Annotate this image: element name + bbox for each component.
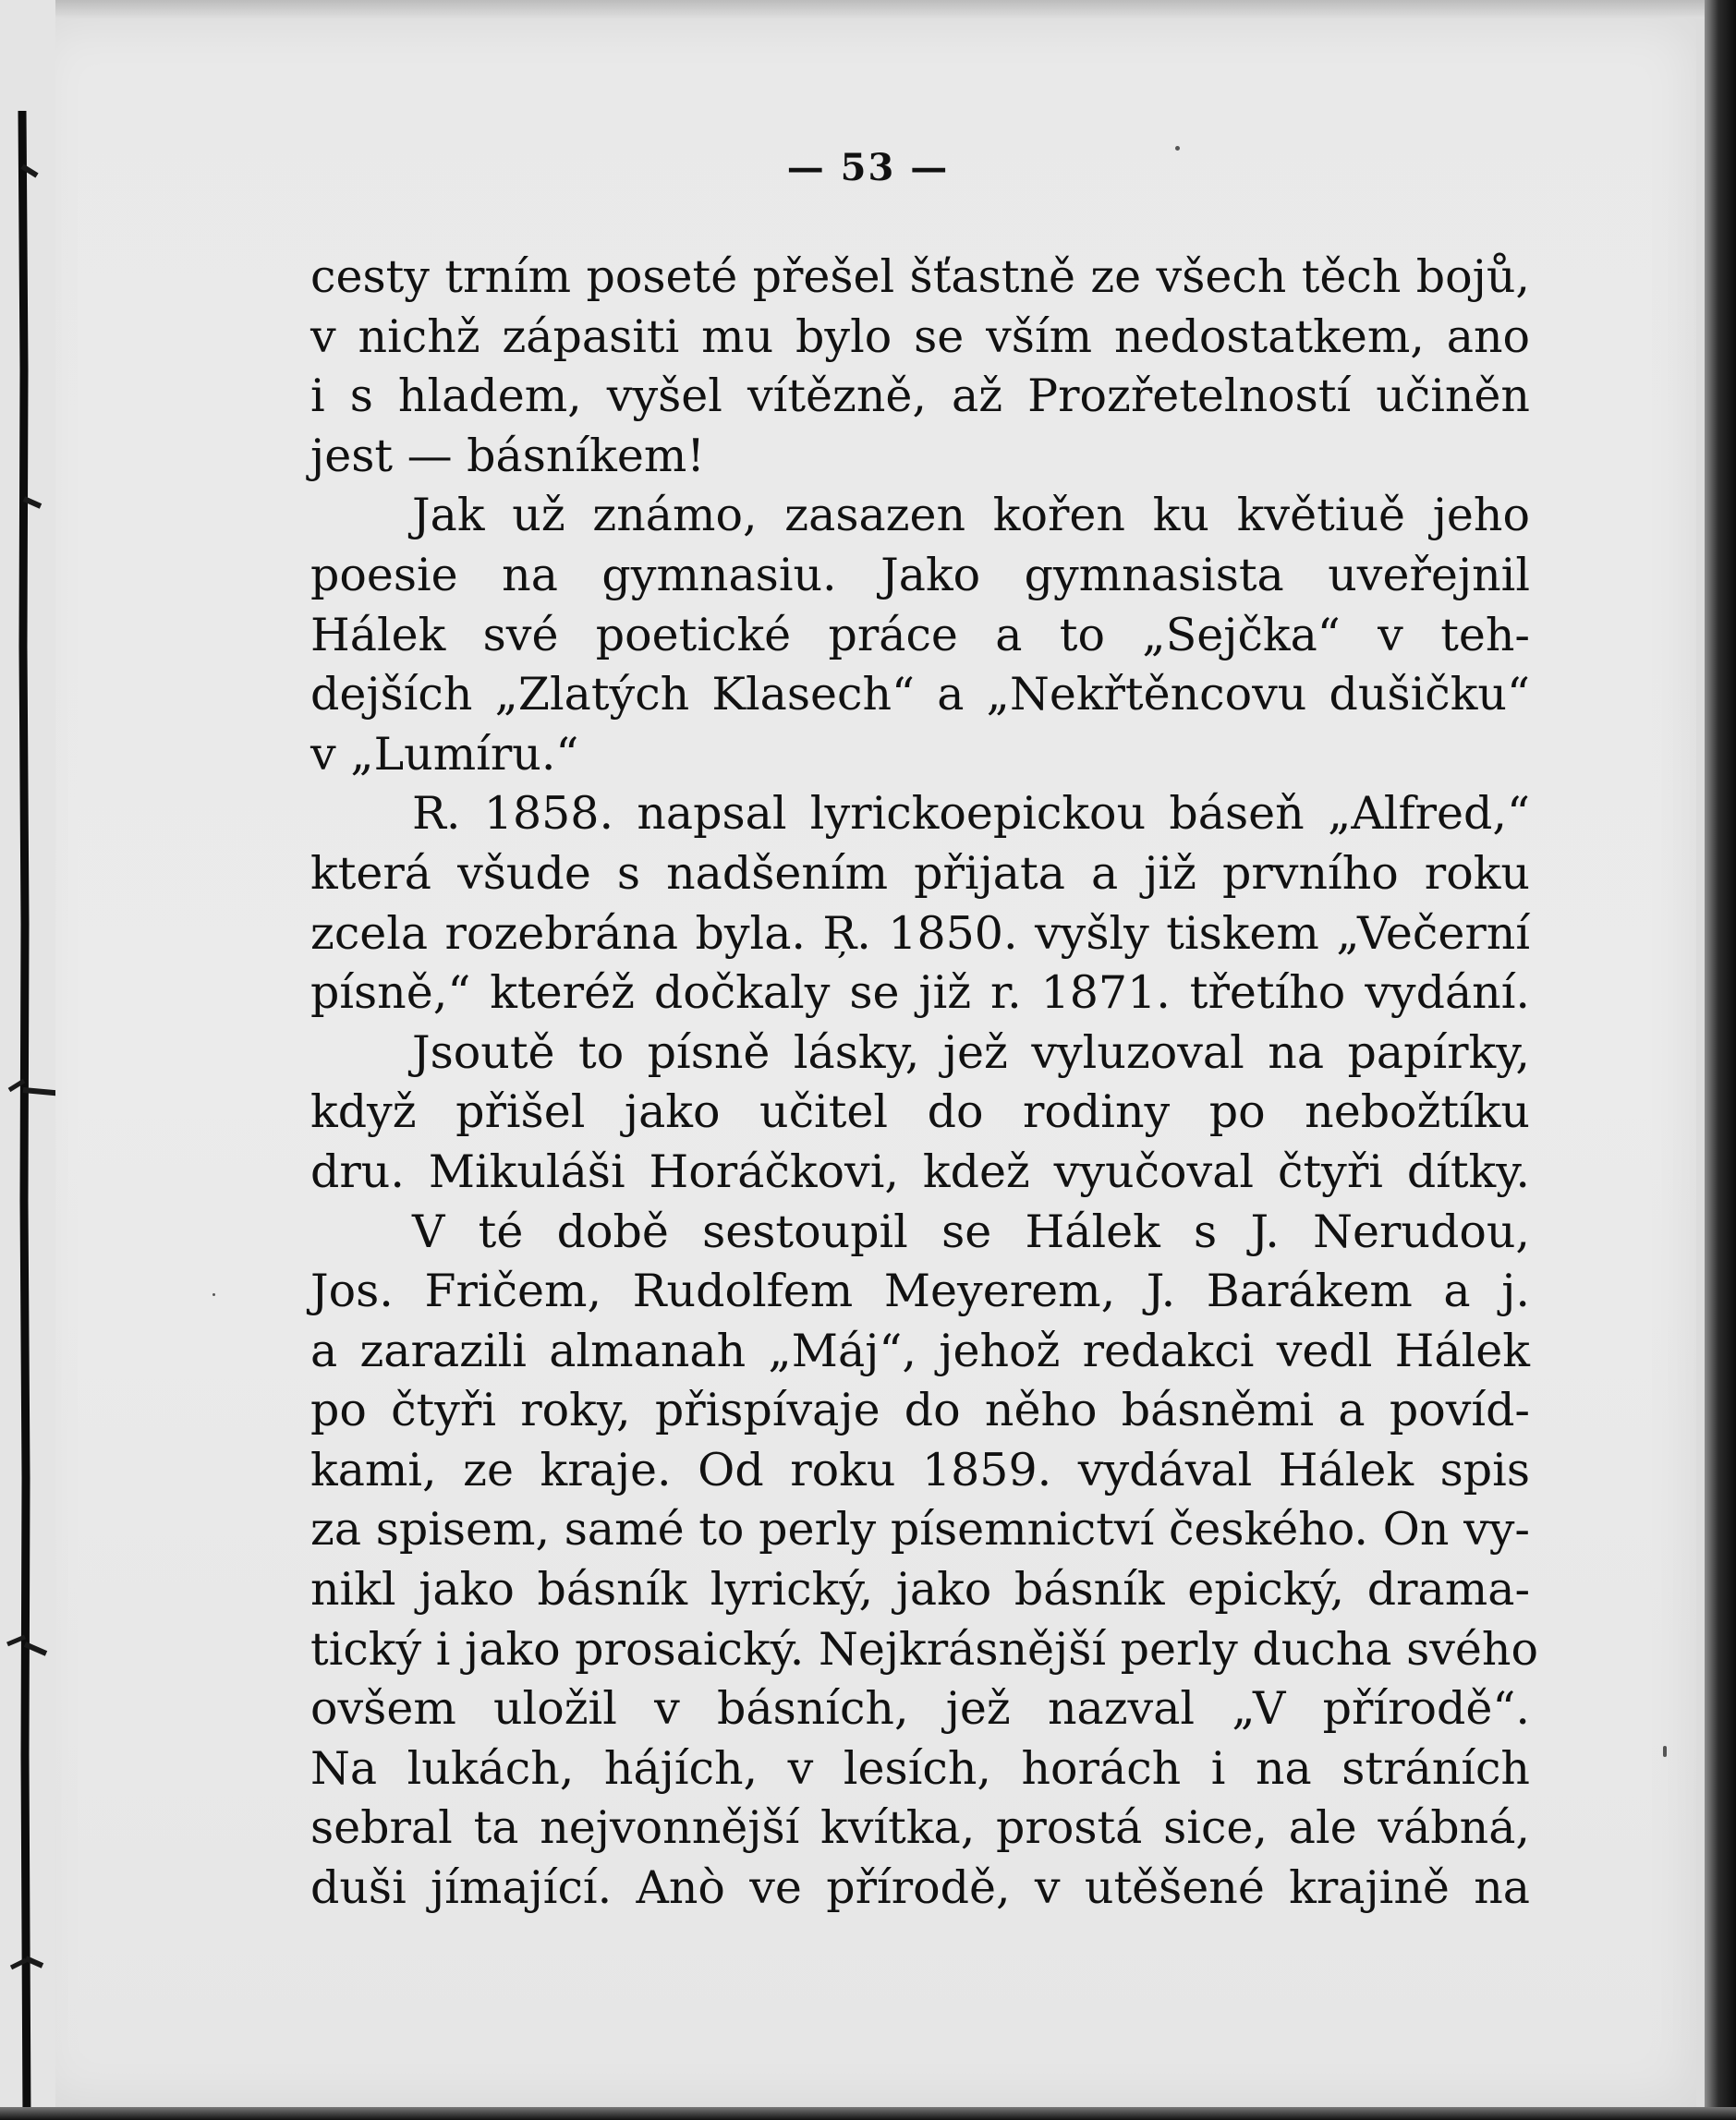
text-line: za spisem, samé to perly písemnictví českého. On vy- [310, 1503, 1530, 1557]
text-line: kami, ze kraje. Od roku 1859. vydával Hálek spis [310, 1443, 1530, 1496]
text-line: dejších „Zlatých Klasech“ a „Nekřtěncovu dušičku“ [310, 668, 1530, 721]
text-line: R. 1858. napsal lyrickoepickou báseň „Alfred,“ [412, 787, 1530, 841]
binding-thread-decoration [0, 0, 55, 2120]
page-number: — 53 — [786, 146, 950, 189]
text-line: nikl jako básník lyrický, jako básník epický, drama- [310, 1563, 1530, 1617]
paper-speck [1663, 1746, 1667, 1757]
text-line: která všude s nadšením přijata a již prvního roku [310, 846, 1530, 900]
text-line: Jsoutě to písně lásky, jež vyluzoval na papírky, [412, 1025, 1530, 1079]
text-line: sebral ta nejvonnější kvítka, prostá sice, ale vábná, [310, 1801, 1530, 1855]
paper-speck [1175, 146, 1180, 151]
text-line: dru. Mikuláši Horáčkovi, kdež vyučoval čtyři dítky. [310, 1145, 1530, 1198]
text-line: Na lukách, hájích, v lesích, horách i na stráních [310, 1741, 1530, 1795]
text-line: a zarazili almanah „Máj“, jehož redakci vedl Hálek [310, 1324, 1530, 1377]
text-line: jest — básníkem! [310, 429, 705, 482]
text-line: i s hladem, vyšel vítězně, až Prozřetelností učiněn [310, 369, 1530, 423]
text-line: v „Lumíru.“ [310, 727, 579, 781]
paper-speck [212, 1293, 215, 1296]
text-line: ovšem uložil v básních, jež nazval „V přírodě“. [310, 1682, 1530, 1736]
text-line: Jos. Fričem, Rudolfem Meyerem, J. Barákem a j. [310, 1265, 1530, 1318]
text-line: duši jímající. Anò ve přírodě, v utěšené krajině na [310, 1861, 1530, 1915]
text-line: Jak už známo, zasazen kořen ku květiuě jeho [412, 489, 1530, 542]
text-line: cesty trním poseté přešel šťastně ze všech těch bojů, [310, 250, 1530, 303]
text-line: písně,“ kteréž dočkaly se již r. 1871. třetího vydání. [310, 966, 1530, 1020]
scan-right-edge [1705, 0, 1736, 2120]
scan-bottom-edge [0, 2107, 1736, 2120]
text-line: tický i jako prosaický. Nejkrásnější perly ducha svého [310, 1622, 1538, 1676]
scan-top-edge [0, 0, 1736, 18]
text-line: když přišel jako učitel do rodiny po nebožtíku [310, 1085, 1530, 1139]
body-text [310, 248, 1538, 1919]
text-line: poesie na gymnasiu. Jako gymnasista uveřejnil [310, 548, 1530, 601]
text-line: v nichž zápasiti mu bylo se vším nedostatkem, ano [310, 309, 1530, 363]
text-line: zcela rozebrána byla. Ŗ. 1850. vyšly tiskem „Večerní [310, 906, 1530, 960]
text-line: V té době sestoupil se Hálek s J. Nerudou, [412, 1205, 1530, 1258]
text-line: po čtyři roky, přispívaje do něho básněmi a povíd- [310, 1384, 1530, 1437]
text-line: Hálek své poetické práce a to „Sejčka“ v teh- [310, 608, 1530, 661]
